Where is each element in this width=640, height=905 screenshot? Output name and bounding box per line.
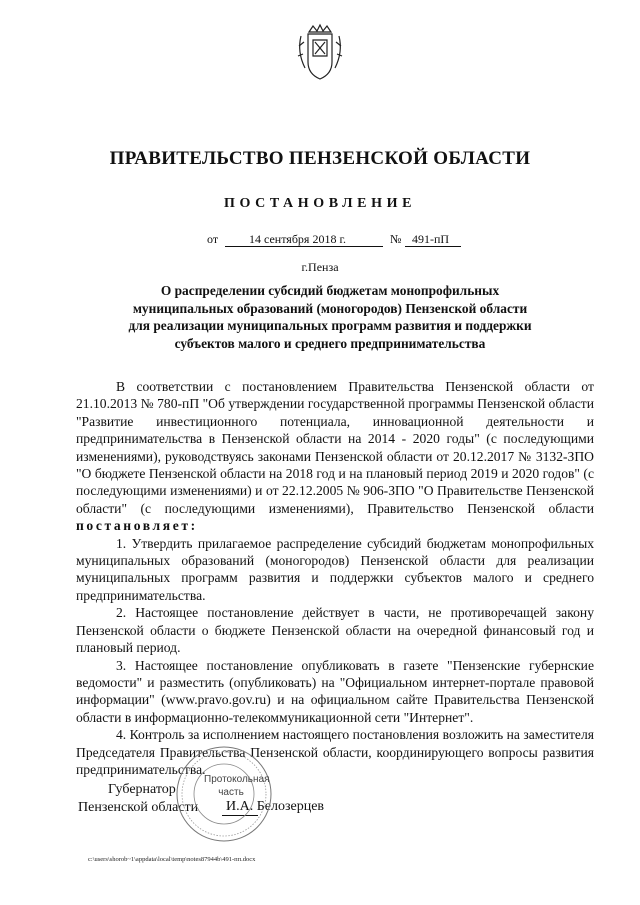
government-title: ПРАВИТЕЛЬСТВО ПЕНЗЕНСКОЙ ОБЛАСТИ xyxy=(109,148,531,169)
resolves-word: постановляет: xyxy=(76,518,198,534)
number-prefix: № xyxy=(390,232,402,246)
stamp-label-line: Протокольная xyxy=(204,774,270,785)
subject-line: для реализации муниципальных программ развития и поддержки xyxy=(128,318,532,333)
signer-position-line: Губернатор xyxy=(108,782,176,797)
preamble-paragraph xyxy=(76,378,594,535)
city: г.Пенза xyxy=(301,260,339,274)
stamp-label xyxy=(204,773,270,799)
coat-of-arms-icon xyxy=(295,22,345,82)
subject-line: муниципальных образований (моногородов) Пензенской области xyxy=(132,300,528,316)
document-body xyxy=(76,378,594,778)
item-paragraph: 1. Утвердить прилагаемое распределение субсидий бюджетам монопрофильных муниципальных образований (моногородов) Пензенской области для реализации муниципальных программ развития и поддержки субъектов малого и среднего предпринимательства. xyxy=(76,535,594,603)
stamp-label-line: часть xyxy=(218,787,244,798)
subject-line: О распределении субсидий бюджетам монопрофильных xyxy=(160,283,500,298)
item-paragraph: 4. Контроль за исполнением настоящего постановления возложить на заместителя Председателя Правительства Пензенской области, координирующего вопросы развития предпринимательства. xyxy=(76,727,594,777)
date-prefix: от xyxy=(207,232,219,246)
file-path-footer: c:\users\shorob~1\appdata\local\temp\notes87944b\491-пп.docx xyxy=(88,856,256,863)
date-underline xyxy=(225,246,383,247)
document-date: 14 сентября 2018 г. xyxy=(249,232,347,246)
document-number: 491-пП xyxy=(412,232,450,246)
subject-line: субъектов малого и среднего предпринимательства xyxy=(174,335,486,351)
item-paragraph: 3. Настоящее постановление опубликовать в газете "Пензенские губернские ведомости" и разместить (опубликовать) на "Официальном интернет-портале правовой информации" (www.pravo.gov.ru) и на официальном сайте Правительства Пензенской области в информационно-телекоммуникационной сети "Интернет". xyxy=(76,657,594,725)
document-type: ПОСТАНОВЛЕНИЕ xyxy=(223,196,417,211)
signer-position-line: Пензенской области xyxy=(78,799,199,815)
date-number-line xyxy=(207,232,467,248)
item-paragraph: 2. Настоящее постановление действует в части, не противоречащей закону Пензенской области о бюджете Пензенской области на очередной финансовый год и плановый период. xyxy=(76,605,594,656)
preamble-text: В соответствии с постановлением Правительства Пензенской области от 21.10.2013 № 780-пП "Об утверждении государственной программы Пензенской области "Развитие инвестиционного потенциала, инновационной деятельности и предпринимательства в Пензенской области на 2014 - 2020 годы" (с последующими изменениями), руководствуясь законами Пензенской области от 20.12.2017 № 3132-ЗПО "О бюджете Пензенской области на 2018 год и на плановый период 2019 и 2020 годов" (с последующими изменениями) и от 22.12.2005 № 906-ЗПО "О Правительстве Пензенской области" (с последующими изменениями), Правительство Пензенской области xyxy=(76,379,594,516)
number-underline xyxy=(405,246,461,247)
document-subject xyxy=(60,282,600,352)
signer-name: И.А. Белозерцев xyxy=(226,799,325,814)
